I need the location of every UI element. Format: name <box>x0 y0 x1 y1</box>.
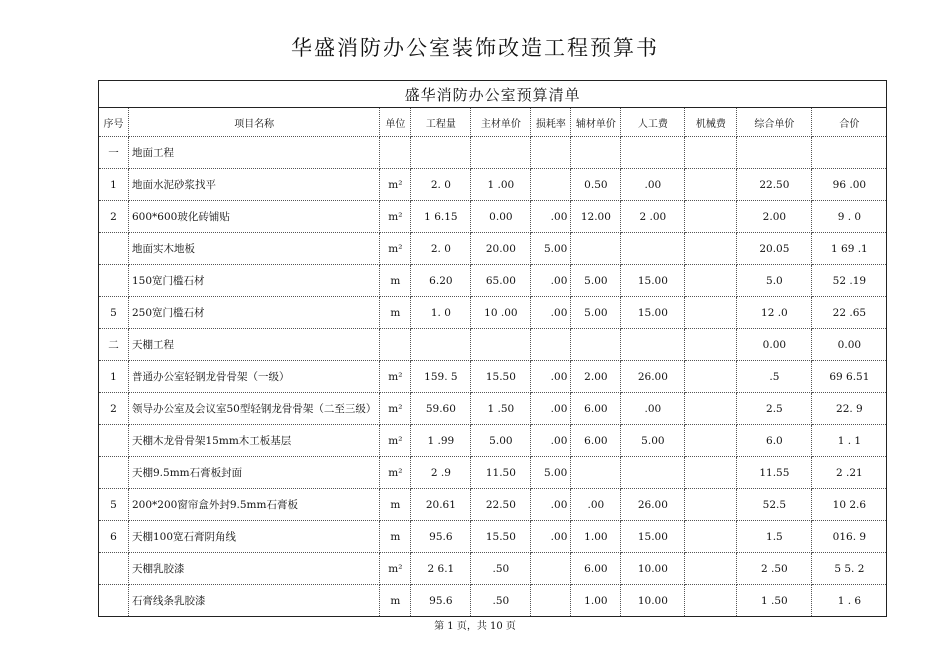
table-row <box>99 137 887 169</box>
table-cell[interactable]: 52.5 <box>737 489 812 521</box>
table-cell[interactable]: m² <box>380 169 411 201</box>
table-cell[interactable]: 一 <box>99 137 129 169</box>
table-cell[interactable]: 领导办公室及会议室50型轻钢龙骨骨架（二至三级） <box>129 393 380 425</box>
table-cell[interactable]: 地面水泥砂浆找平 <box>129 169 380 201</box>
table-cell[interactable]: 石膏线条乳胶漆 <box>129 585 380 617</box>
table-row <box>99 585 887 617</box>
table-cell[interactable]: 150宽门槛石材 <box>129 265 380 297</box>
table-row <box>99 521 887 553</box>
table-cell[interactable]: m² <box>380 425 411 457</box>
table-cell[interactable]: 1 . 6 <box>812 585 887 617</box>
table-cell[interactable]: 天棚9.5mm石膏板封面 <box>129 457 380 489</box>
table-cell[interactable]: 2 <box>99 393 129 425</box>
table-cell[interactable]: 10 2.6 <box>812 489 887 521</box>
table-cell[interactable]: 0.00 <box>737 329 812 361</box>
table-cell[interactable]: 5.00 <box>531 233 571 265</box>
table-cell[interactable]: 15.00 <box>621 265 685 297</box>
table-cell[interactable] <box>685 233 737 265</box>
table-cell[interactable]: .50 <box>471 585 531 617</box>
table-cell[interactable]: 2 6.1 <box>411 553 471 585</box>
table-cell[interactable] <box>531 553 571 585</box>
table-cell[interactable]: 22 .65 <box>812 297 887 329</box>
table-cell[interactable]: m <box>380 297 411 329</box>
table-cell[interactable]: 0.00 <box>812 329 887 361</box>
column-header[interactable]: 工程量 <box>411 108 471 137</box>
table-cell[interactable] <box>685 361 737 393</box>
table-cell[interactable] <box>99 233 129 265</box>
table-cell[interactable] <box>685 329 737 361</box>
table-cell[interactable]: 2 .9 <box>411 457 471 489</box>
table-cell[interactable] <box>99 457 129 489</box>
table-cell[interactable] <box>737 137 812 169</box>
table-cell[interactable]: 普通办公室轻钢龙骨骨架（一级） <box>129 361 380 393</box>
table-cell[interactable]: .50 <box>471 553 531 585</box>
table-cell[interactable]: 22.50 <box>737 169 812 201</box>
table-cell[interactable]: 0.50 <box>571 169 621 201</box>
table-cell[interactable] <box>531 169 571 201</box>
table-cell[interactable]: .5 <box>737 361 812 393</box>
table-cell[interactable] <box>471 329 531 361</box>
table-cell[interactable]: 2 .00 <box>621 201 685 233</box>
table-cell[interactable] <box>531 137 571 169</box>
table-cell[interactable]: .00 <box>531 265 571 297</box>
table-cell[interactable] <box>685 297 737 329</box>
table-cell[interactable]: 95.6 <box>411 521 471 553</box>
table-cell[interactable]: 2 .21 <box>812 457 887 489</box>
table-cell[interactable]: 1 .50 <box>471 393 531 425</box>
table-cell[interactable]: 天棚乳胶漆 <box>129 553 380 585</box>
table-cell[interactable]: 159. 5 <box>411 361 471 393</box>
table-row <box>99 457 887 489</box>
document-title: 华盛消防办公室装饰改造工程预算书 <box>291 36 659 60</box>
table-cell[interactable]: .00 <box>531 361 571 393</box>
table-cell[interactable]: 5.0 <box>737 265 812 297</box>
table-cell[interactable]: 天棚工程 <box>129 329 380 361</box>
table-cell[interactable]: 12 .0 <box>737 297 812 329</box>
table-cell[interactable]: 1 . 1 <box>812 425 887 457</box>
table-row <box>99 265 887 297</box>
table-cell[interactable]: 22.50 <box>471 489 531 521</box>
table-cell[interactable] <box>621 233 685 265</box>
table-cell[interactable]: 2.00 <box>571 361 621 393</box>
table-cell[interactable]: m² <box>380 457 411 489</box>
table-cell[interactable]: 5.00 <box>471 425 531 457</box>
table-cell[interactable]: 11.55 <box>737 457 812 489</box>
table-cell[interactable]: 2 .50 <box>737 553 812 585</box>
budget-table <box>98 80 887 617</box>
table-cell[interactable] <box>411 329 471 361</box>
table-cell[interactable]: 二 <box>99 329 129 361</box>
table-cell[interactable]: .00 <box>531 425 571 457</box>
table-cell[interactable]: 1 <box>99 169 129 201</box>
column-header[interactable]: 机械费 <box>685 108 737 137</box>
table-cell[interactable]: 15.00 <box>621 521 685 553</box>
table-subtitle-row <box>99 81 887 108</box>
table-row <box>99 233 887 265</box>
table-cell[interactable] <box>685 265 737 297</box>
table-row <box>99 329 887 361</box>
table-cell[interactable]: 600*600玻化砖铺贴 <box>129 201 380 233</box>
table-cell[interactable] <box>380 329 411 361</box>
table-cell[interactable]: 5 5. 2 <box>812 553 887 585</box>
column-header[interactable]: 项目名称 <box>129 108 380 137</box>
table-cell[interactable]: 6.00 <box>571 393 621 425</box>
column-header[interactable]: 合价 <box>812 108 887 137</box>
table-row <box>99 553 887 585</box>
table-cell[interactable]: 天棚木龙骨骨架15mm木工板基层 <box>129 425 380 457</box>
column-header[interactable]: 单位 <box>380 108 411 137</box>
table-cell[interactable]: 1 .99 <box>411 425 471 457</box>
table-cell[interactable] <box>685 201 737 233</box>
table-cell[interactable]: m² <box>380 553 411 585</box>
table-row <box>99 489 887 521</box>
table-cell[interactable]: 26.00 <box>621 361 685 393</box>
table-cell[interactable]: 6.00 <box>571 425 621 457</box>
table-cell[interactable]: 6.00 <box>571 553 621 585</box>
column-header[interactable]: 辅材单价 <box>571 108 621 137</box>
table-cell[interactable]: .00 <box>621 393 685 425</box>
table-cell[interactable]: 1 69 .1 <box>812 233 887 265</box>
table-cell[interactable]: 9 . 0 <box>812 201 887 233</box>
table-cell[interactable]: m² <box>380 233 411 265</box>
table-cell[interactable]: 6.0 <box>737 425 812 457</box>
table-cell[interactable]: 52 .19 <box>812 265 887 297</box>
table-cell[interactable] <box>99 553 129 585</box>
table-cell[interactable]: .00 <box>531 393 571 425</box>
table-cell[interactable]: .00 <box>531 521 571 553</box>
table-cell[interactable]: 1 .50 <box>737 585 812 617</box>
table-cell[interactable]: 15.50 <box>471 361 531 393</box>
table-cell[interactable]: m² <box>380 393 411 425</box>
column-header[interactable]: 序号 <box>99 108 129 137</box>
table-row <box>99 201 887 233</box>
table-cell[interactable]: 15.50 <box>471 521 531 553</box>
table-cell[interactable]: 天棚100宽石膏阴角线 <box>129 521 380 553</box>
table-cell[interactable] <box>685 425 737 457</box>
table-cell[interactable]: m² <box>380 201 411 233</box>
table-cell[interactable]: 6 <box>99 521 129 553</box>
table-cell[interactable]: 20.61 <box>411 489 471 521</box>
table-cell[interactable]: 1.00 <box>571 585 621 617</box>
table-cell[interactable]: 5 <box>99 489 129 521</box>
table-cell[interactable] <box>685 393 737 425</box>
table-cell[interactable]: m <box>380 489 411 521</box>
table-cell[interactable]: .00 <box>531 489 571 521</box>
table-cell[interactable] <box>571 329 621 361</box>
table-cell[interactable] <box>621 329 685 361</box>
table-cell[interactable]: 200*200窗帘盒外封9.5mm石膏板 <box>129 489 380 521</box>
table-cell[interactable]: 016. 9 <box>812 521 887 553</box>
table-cell[interactable]: 5 <box>99 297 129 329</box>
table-cell[interactable]: 250宽门槛石材 <box>129 297 380 329</box>
table-cell[interactable]: 12.00 <box>571 201 621 233</box>
table-cell[interactable] <box>99 425 129 457</box>
column-header[interactable]: 损耗率 <box>531 108 571 137</box>
table-cell[interactable]: 地面工程 <box>129 137 380 169</box>
table-cell[interactable]: 15.00 <box>621 297 685 329</box>
table-row <box>99 169 887 201</box>
table-cell[interactable]: m <box>380 585 411 617</box>
table-row <box>99 361 887 393</box>
table-cell[interactable] <box>685 137 737 169</box>
table-cell[interactable] <box>571 457 621 489</box>
table-cell[interactable]: 5.00 <box>621 425 685 457</box>
table-cell[interactable] <box>685 489 737 521</box>
table-cell[interactable]: m² <box>380 361 411 393</box>
table-cell[interactable]: 20.05 <box>737 233 812 265</box>
table-cell[interactable] <box>571 233 621 265</box>
table-cell[interactable]: 65.00 <box>471 265 531 297</box>
table-cell[interactable]: 11.50 <box>471 457 531 489</box>
table-cell[interactable]: .00 <box>621 169 685 201</box>
table-cell[interactable]: 6.20 <box>411 265 471 297</box>
table-row <box>99 393 887 425</box>
table-header-row <box>99 108 887 137</box>
table-cell[interactable]: 1 6.15 <box>411 201 471 233</box>
table-cell[interactable]: 2. 0 <box>411 169 471 201</box>
table-cell[interactable] <box>621 457 685 489</box>
page-footer: 第 1 页，共 10 页 <box>434 621 516 632</box>
table-cell[interactable]: 1.5 <box>737 521 812 553</box>
table-cell[interactable] <box>531 329 571 361</box>
table-cell[interactable] <box>685 169 737 201</box>
table-cell[interactable] <box>411 137 471 169</box>
column-header[interactable]: 人工费 <box>621 108 685 137</box>
table-cell[interactable]: 1 .00 <box>471 169 531 201</box>
table-cell[interactable]: 10.00 <box>621 585 685 617</box>
table-cell[interactable]: 地面实木地板 <box>129 233 380 265</box>
table-cell[interactable]: 0.00 <box>471 201 531 233</box>
table-cell[interactable] <box>685 585 737 617</box>
table-cell[interactable]: 26.00 <box>621 489 685 521</box>
table-cell[interactable] <box>380 137 411 169</box>
table-cell[interactable]: 1. 0 <box>411 297 471 329</box>
table-cell[interactable] <box>685 457 737 489</box>
table-cell[interactable] <box>531 585 571 617</box>
table-cell[interactable] <box>99 265 129 297</box>
table-cell[interactable]: 1 <box>99 361 129 393</box>
table-cell[interactable]: 2.00 <box>737 201 812 233</box>
table-cell[interactable] <box>621 137 685 169</box>
table-cell[interactable]: 2. 0 <box>411 233 471 265</box>
table-subtitle: 盛华消防办公室预算清单 <box>99 81 887 108</box>
table-cell[interactable]: 2.5 <box>737 393 812 425</box>
table-cell[interactable]: 10 .00 <box>471 297 531 329</box>
table-cell[interactable] <box>99 585 129 617</box>
table-row <box>99 297 887 329</box>
table-cell[interactable] <box>685 553 737 585</box>
column-header[interactable]: 综合单价 <box>737 108 812 137</box>
table-cell[interactable]: .00 <box>531 201 571 233</box>
table-cell[interactable]: .00 <box>531 297 571 329</box>
table-cell[interactable]: 69 6.51 <box>812 361 887 393</box>
table-cell[interactable]: 96 .00 <box>812 169 887 201</box>
table-cell[interactable] <box>571 137 621 169</box>
table-cell[interactable]: m <box>380 265 411 297</box>
table-cell[interactable] <box>812 137 887 169</box>
table-cell[interactable]: 5.00 <box>571 297 621 329</box>
table-cell[interactable]: 5.00 <box>531 457 571 489</box>
table-cell[interactable]: 5.00 <box>571 265 621 297</box>
table-row <box>99 425 887 457</box>
table-cell[interactable]: 2 <box>99 201 129 233</box>
table-cell[interactable]: m <box>380 521 411 553</box>
table-cell[interactable]: 22. 9 <box>812 393 887 425</box>
table-cell[interactable]: .00 <box>571 489 621 521</box>
table-cell[interactable]: 95.6 <box>411 585 471 617</box>
table-cell[interactable]: 1.00 <box>571 521 621 553</box>
table-cell[interactable]: 59.60 <box>411 393 471 425</box>
table-cell[interactable]: 20.00 <box>471 233 531 265</box>
table-cell[interactable] <box>685 521 737 553</box>
table-cell[interactable]: 10.00 <box>621 553 685 585</box>
column-header[interactable]: 主材单价 <box>471 108 531 137</box>
table-cell[interactable] <box>471 137 531 169</box>
